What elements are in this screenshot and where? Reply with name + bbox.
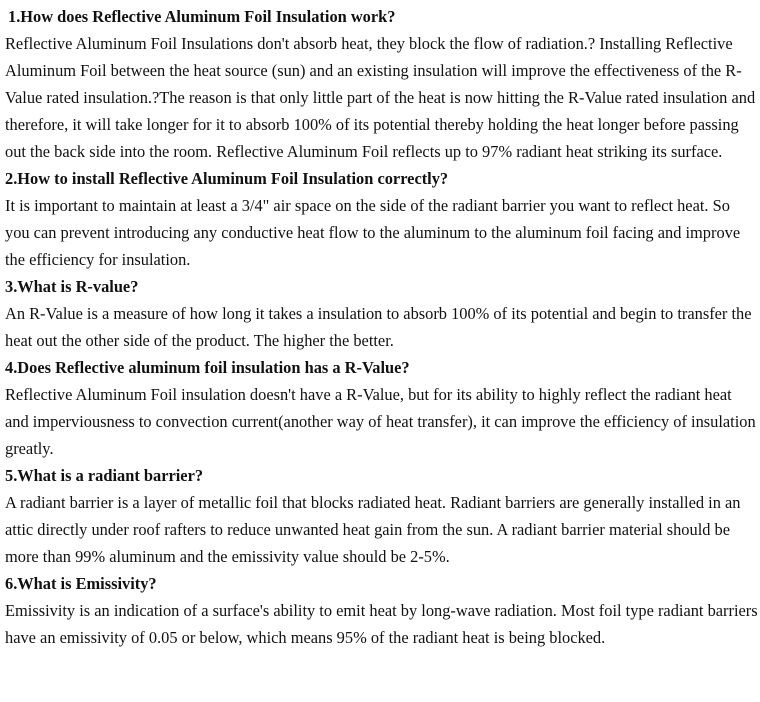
faq-question-5: 5.What is a radiant barrier? — [5, 466, 204, 485]
faq-document — [5, 3, 758, 651]
faq-answer-1: Reflective Aluminum Foil Insulations don't absorb heat, they block the flow of radiation.? Installing Reflective Aluminum Foil between the heat source (sun) and an existing insulation will improve the effectiveness of the R-Value rated insulation.?The reason is that only little part of the heat is now hitting the R-Value rated insulation and therefore, it will take longer for it to absorb 100% of its potential thereby holding the heat longer before passing out the back side into the room. Reflective Aluminum Foil reflects up to 97% radiant heat striking its surface. — [5, 34, 756, 161]
faq-answer-4: Reflective Aluminum Foil insulation doesn't have a R-Value, but for its ability to highly reflect the radiant heat and imperviousness to convection current(another way of heat transfer), it can improve the efficiency of insulation greatly. — [5, 385, 756, 458]
faq-answer-6: Emissivity is an indication of a surface's ability to emit heat by long-wave radiation. Most foil type radiant barriers have an emissivity of 0.05 or below, which means 95% of the radiant heat is being blocked. — [5, 601, 758, 647]
faq-item-4 — [5, 354, 758, 462]
faq-item-2 — [5, 165, 758, 273]
faq-question-6: 6.What is Emissivity? — [5, 574, 157, 593]
faq-item-3 — [5, 273, 758, 354]
faq-answer-3: An R-Value is a measure of how long it takes a insulation to absorb 100% of its potential and begin to transfer the heat out the other side of the product. The higher the better. — [5, 304, 752, 350]
faq-item-5 — [5, 462, 758, 570]
faq-item-6 — [5, 570, 758, 651]
faq-question-3: 3.What is R-value? — [5, 277, 139, 296]
faq-question-2: 2.How to install Reflective Aluminum Foil Insulation correctly? — [5, 169, 449, 188]
faq-question-4: 4.Does Reflective aluminum foil insulation has a R-Value? — [5, 358, 410, 377]
faq-answer-5: A radiant barrier is a layer of metallic foil that blocks radiated heat. Radiant barriers are generally installed in an attic directly under roof rafters to reduce unwanted heat gain from the sun. A radiant barrier material should be more than 99% aluminum and the emissivity value should be 2-5%. — [5, 493, 741, 566]
faq-item-1 — [5, 3, 758, 165]
faq-question-1: 1.How does Reflective Aluminum Foil Insulation work? — [8, 7, 396, 26]
faq-answer-2: It is important to maintain at least a 3/4" air space on the side of the radiant barrier you want to reflect heat. So you can prevent introducing any conductive heat flow to the aluminum to the aluminum foil facing and improve the efficiency for insulation. — [5, 196, 741, 269]
